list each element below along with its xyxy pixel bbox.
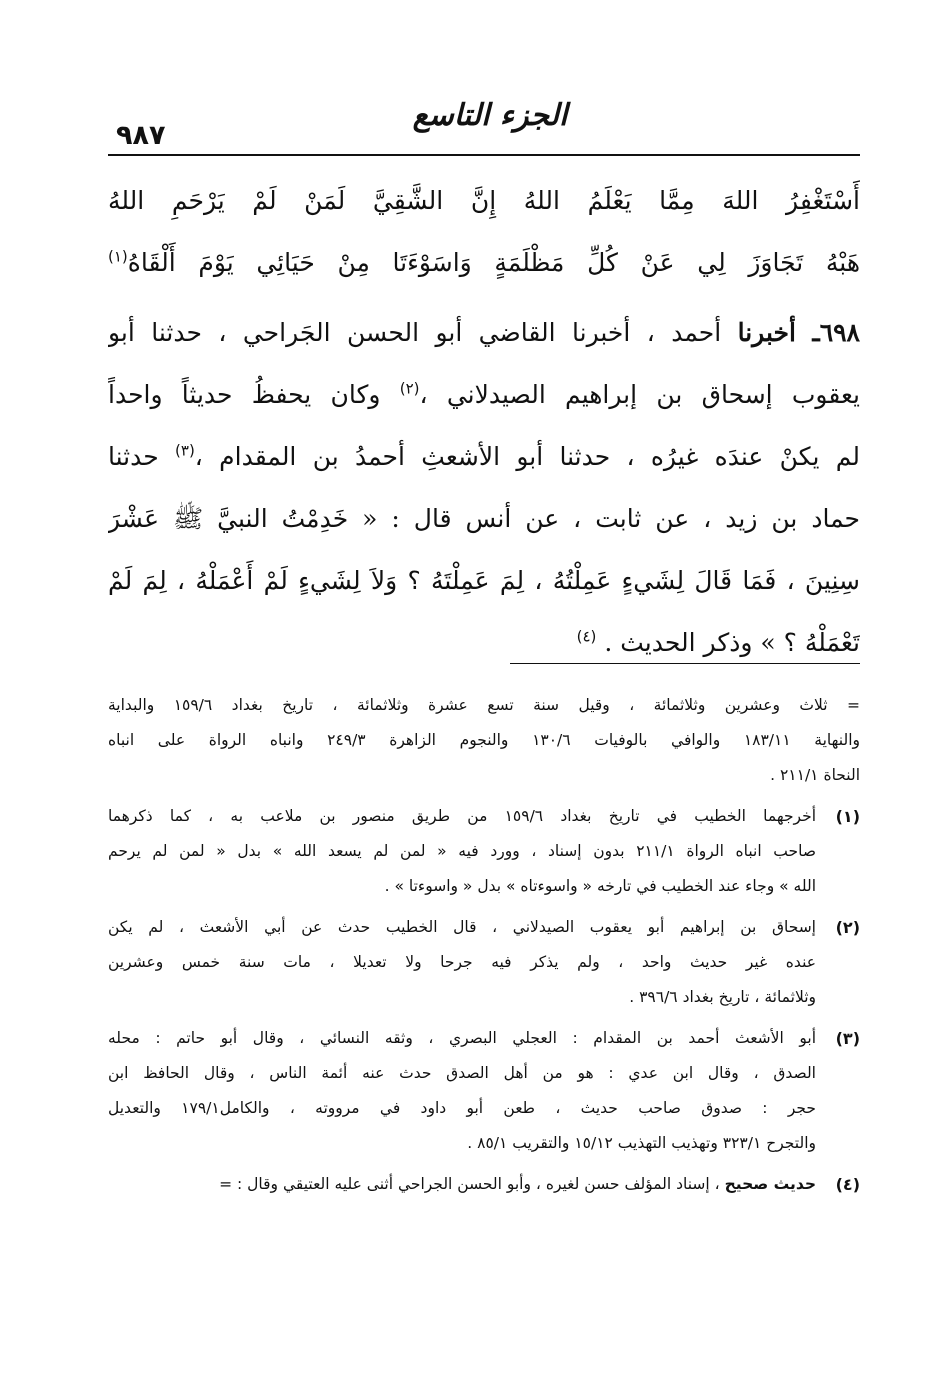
running-head: الجزء التاسع [412,98,568,133]
footnote-4-line [108,1167,816,1202]
footnote-2-line: عنده غير حديث واحد ، ولم يذكر فيه جرحا ولا تعديلا ، مات سنة خمس وعشرين [108,953,816,971]
footnote-3-line: حجر : صدوق صاحب حديث ، طعن أبو داود في مرووته ، والكامل١٧٩/١ والتعديل [108,1099,816,1117]
footnote-3-line: أبو الأشعث أحمد بن المقدام : العجلي البصري ، وثقه النسائي ، وقال أبو حاتم : محله [108,1029,816,1047]
hadith-line-5: سِنِينَ ، فَمَا قَالَ لِشَيءٍ عَمِلْتُهُ ، لِمَ عَمِلْتَهُ ؟ وَلاَ لِشَيءٍ لَمْ أَعْمَلْهُ ، لِمَ لَمْ [108,566,860,595]
footnote-ref-4: (٤) [576,627,597,646]
hadith-line-1 [108,302,860,364]
footnote-1 [108,799,860,904]
footnote-2-line: إسحاق بن إبراهيم أبو يعقوب الصيدلاني ، قال الخطيب حدث عن أبي الأشعث ، لم يكن [108,918,816,936]
hadith-line-3b: حدثنا [108,442,176,471]
footnote-4-marker: (٤) [835,1175,860,1194]
footnote-2-line: وثلاثمائة ، تاريخ بغداد ٣٩٦/٦ . [629,988,816,1006]
footnote-continuation [108,688,860,793]
footnotes [108,688,860,1208]
footnote-3-line: والتجرح ٣٢٣/١ وتهذيب التهذيب ١٥/١٢ والتقريب ٨٥/١ . [467,1134,816,1152]
hadith-lead-word: أخبرنا [737,318,796,347]
hadith-line-1-text: أحمد ، أخبرنا القاضي أبو الحسن الجَراحي ، حدثنا أبو [108,318,722,347]
header-rule [108,154,860,156]
hadith-line-6-text: تَعْمَلْهُ ؟ » وذكر الحديث . [604,628,860,657]
main-text [108,170,860,674]
footnote-continuation-line: = ثلاث وعشرين وثلاثمائة ، وقيل سنة تسع عشرة وثلاثمائة ، تاريخ بغداد ١٥٩/٦ والبداية [108,696,860,714]
footnote-separator [510,663,860,664]
hadith-number: ٦٩٨ـ [812,318,860,347]
footnote-ref-1: (١) [108,247,128,266]
footnote-2 [108,910,860,1015]
hadith-line-3 [108,426,860,488]
hadith-line-2b: وكان يحفظُ حديثاً واحداً [108,380,400,409]
page-number: ٧٨٩ [116,120,166,151]
footnote-continuation-line: والنهاية ١٨٣/١١ والوافي بالوفيات ١٣٠/٦ والنجوم الزاهرة ٢٤٩/٣ وانباه الرواة على انباه [108,731,860,749]
footnote-4-text: ، إسناد المؤلف حسن لغيره ، وأبو الحسن الجراحي أثنى عليه العتيقي وقال : = [219,1175,725,1193]
hadith-line-6 [108,612,860,674]
footnote-continuation-line: النحاة ٢١١/١ . [770,766,860,784]
hadith-line-4: حماد بن زيد ، عن ثابت ، عن أنس قال : « خَدِمْتُ النبيَّ ﷺ عَشْرَ [108,504,860,533]
hadith-line-3a: لم يكنْ عندَه غيرُه ، حدثنا أبو الأشعثِ أحمدُ بن المقدام ، [194,442,860,471]
footnote-3-line: الصدق ، وقال ابن عدي : هو من أهل الصدق حدث عنه أئمة الناس ، وقال الحافظ ابن [108,1064,816,1082]
footnote-2-marker: (٢) [835,918,860,937]
footnote-1-marker: (١) [835,807,860,826]
footnote-4-lead: حديث صحيح [724,1175,816,1193]
footnote-1-line: أخرجهما الخطيب في تاريخ بغداد ١٥٩/٦ من طريق منصور بن ملاعب به ، كما ذكرهما [108,807,816,825]
poem-line-2-text: هَبْهُ تَجَاوَزَ لِي عَنْ كُلِّ مَظْلَمَةٍ وَاسَوْءَتَا مِنْ حَيَائِي يَوْمَ أَلْقَاهُ [127,248,860,277]
footnote-ref-2: (٢) [399,379,420,398]
footnote-1-line: صاحب انباه الرواة ٢١١/١ بدون إسناد ، وورد فيه « لمن لم يسعد الله » بدل « لمن لم يرحم [108,842,816,860]
footnote-ref-3: (٣) [175,441,195,460]
footnote-4 [108,1167,860,1202]
poem-line-1: أَسْتَغْفِرُ اللهَ مِمَّا يَعْلَمُ اللهُ إِنَّ الشَّقِيَّ لَمَنْ لَمْ يَرْحَمِ اللهُ [108,186,860,215]
footnote-1-line: الله » وجاء عند الخطيب في تارخه « واسوءتاه » بدل « واسوءتا » . [384,877,816,895]
page-header [108,92,860,154]
hadith-paragraph [108,302,860,674]
footnote-3-marker: (٣) [835,1029,860,1048]
footnote-3 [108,1021,860,1161]
hadith-line-2 [108,364,860,426]
hadith-line-2a: يعقوب إسحاق بن إبراهيم الصيدلاني ، [419,380,860,409]
poem-line-2 [108,232,860,294]
